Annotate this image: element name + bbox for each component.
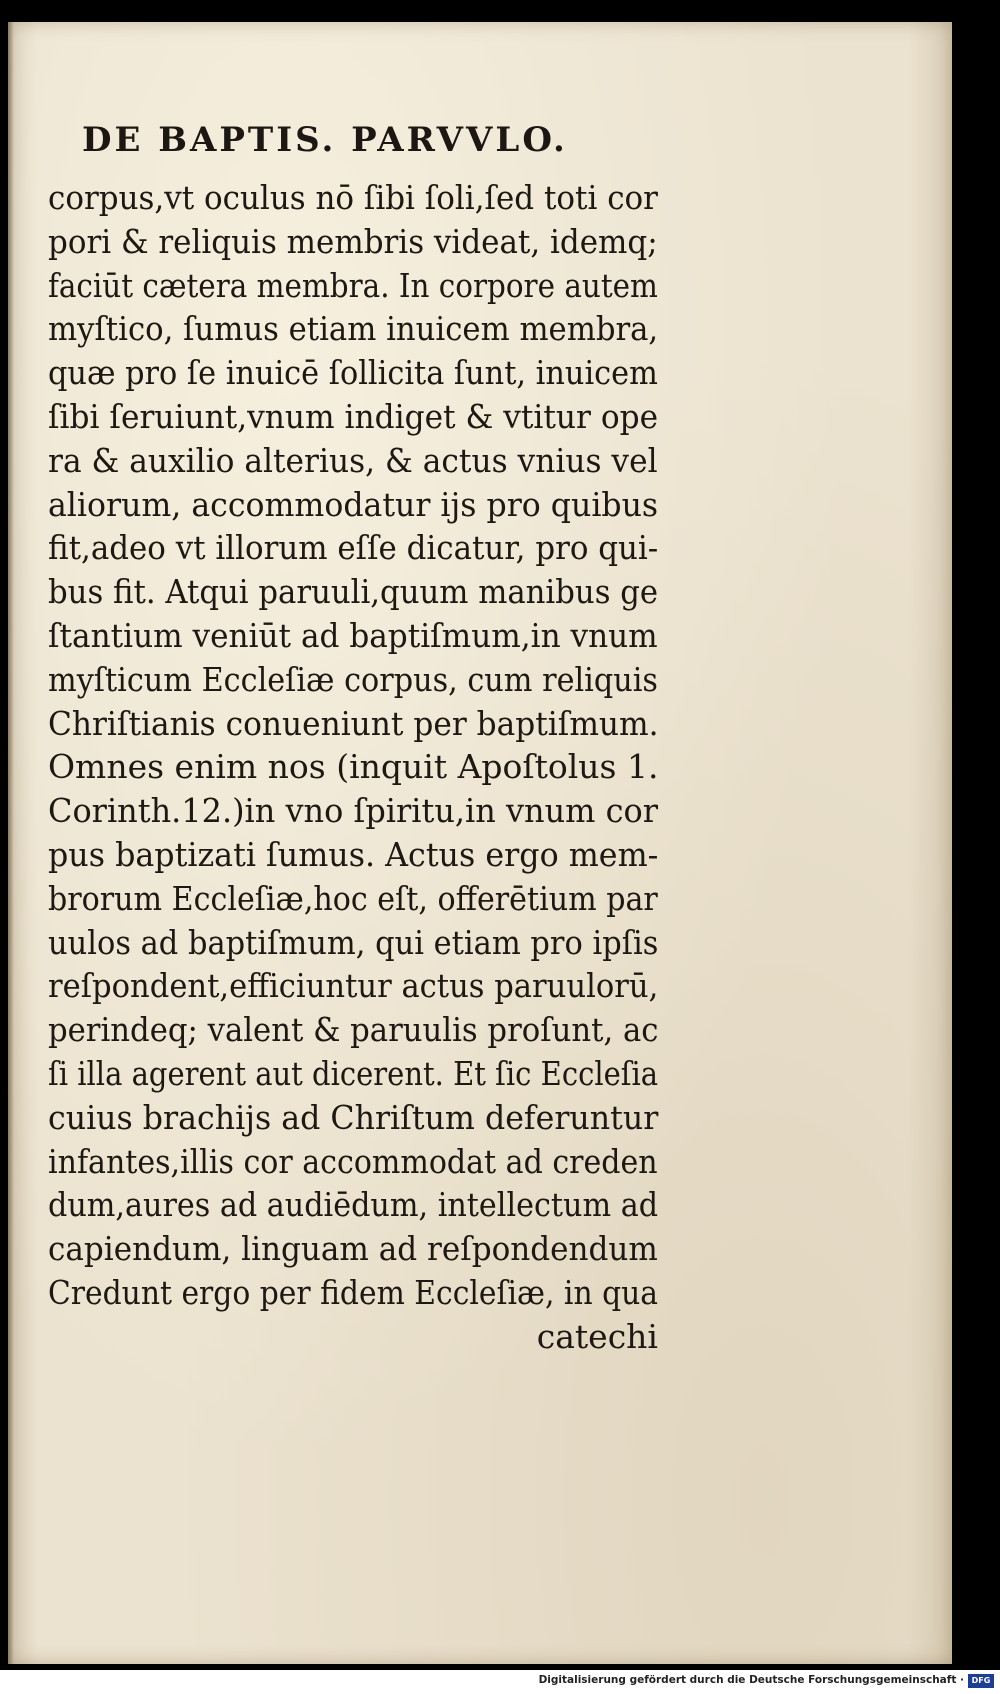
text-line: uulos ad baptiſmum, qui etiam pro ipſis	[48, 922, 659, 962]
text-line: cuius brachijs ad Chriſtum deferuntur	[48, 1097, 659, 1137]
text-line: capiendum, linguam ad reſpondendum	[48, 1229, 658, 1269]
text-line: pori & reliquis membris videat, idemq;	[48, 221, 658, 261]
text-line: pus baptizati ſumus. Actus ergo mem-	[48, 834, 659, 874]
text-line: ra & auxilio alterius, & actus vnius vel	[48, 440, 658, 480]
text-line: fit,adeo vt illorum eſſe dicatur, pro qui-	[48, 528, 659, 568]
text-line: Omnes enim nos (inquit Apoſtolus 1.	[48, 747, 659, 787]
text-line: ſibi ſeruiunt,vnum indiget & vtitur ope	[48, 396, 659, 436]
body-text	[48, 176, 708, 1359]
text-line: dum,aures ad audiēdum, intellectum ad	[48, 1185, 659, 1225]
text-line: ſi illa agerent aut dicerent. Et ſic Eccleſia	[48, 1053, 659, 1093]
text-line: aliorum, accommodatur ijs pro quibus	[48, 484, 659, 524]
text-line: ſtantium veniūt ad baptiſmum,in vnum	[48, 615, 658, 655]
text-line: perindeq; valent & paruulis proſunt, ac	[48, 1010, 659, 1050]
dfg-logo-icon: DFG	[968, 1674, 994, 1688]
digitization-footer	[0, 1670, 1000, 1694]
text-line: Chriſtianis conueniunt per baptiſmum.	[48, 703, 659, 743]
text-line: infantes,illis cor accommodat ad creden	[48, 1141, 658, 1181]
text-line: faciūt cætera membra. In corpore autem	[48, 265, 658, 305]
text-line: myſtico, ſumus etiam inuicem membra,	[48, 309, 659, 349]
page-gutter-shadow	[8, 22, 14, 1664]
funding-credit: Digitalisierung gefördert durch die Deutsche Forschungsgemeinschaft ·	[538, 1674, 964, 1686]
text-line: brorum Eccleſiæ,hoc eſt, offerētium par	[48, 878, 658, 918]
catchword: catechi	[536, 1316, 658, 1356]
text-line: myſticum Eccleſiæ corpus, cum reliquis	[48, 659, 658, 699]
text-line: corpus,vt oculus nō ſibi ſoli,ſed toti cor	[48, 178, 658, 217]
text-line: Corinth.12.)in vno ſpiritu,in vnum cor	[48, 791, 659, 831]
text-line: quæ pro ſe inuicē ſollicita ſunt, inuicem	[48, 353, 658, 393]
text-line: Credunt ergo per fidem Eccleſiæ, in qua	[48, 1272, 659, 1312]
book-page	[8, 22, 952, 1664]
running-head: DE BAPTIS. PARVVLO.	[82, 120, 568, 160]
text-line: bus fit. Atqui paruuli,quum manibus ge	[48, 572, 659, 612]
text-line: reſpondent,efficiuntur actus paruulorū,	[48, 966, 659, 1006]
